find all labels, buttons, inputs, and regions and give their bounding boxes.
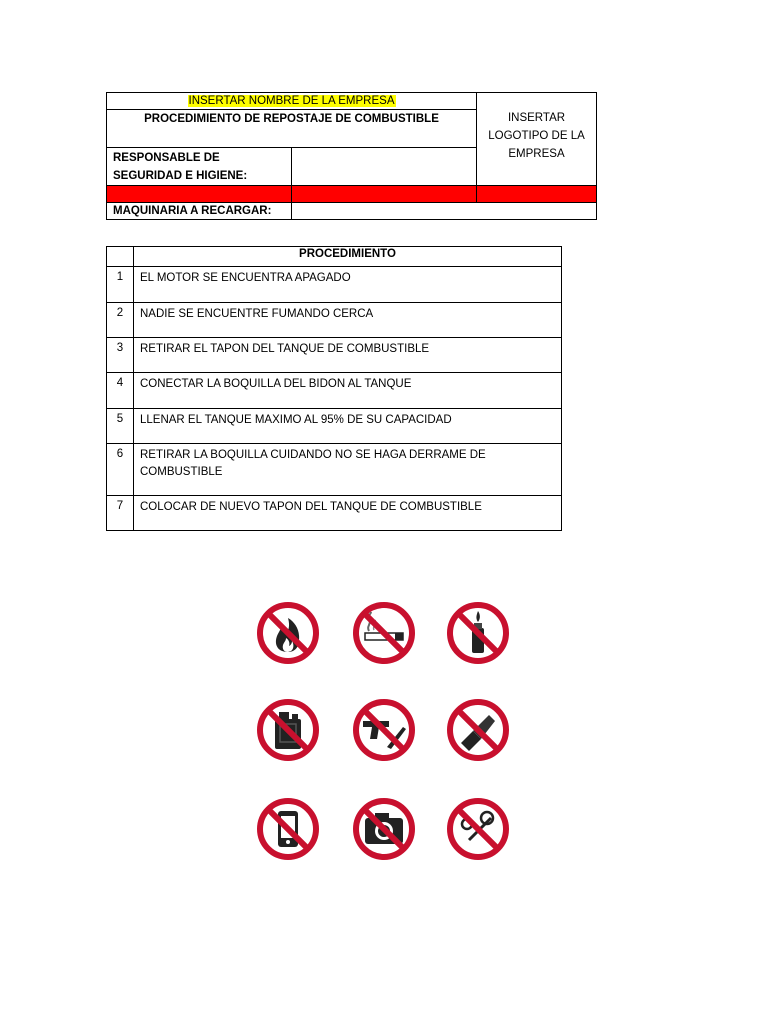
no-jerrycan-icon: [255, 697, 321, 763]
no-smoking-icon: [351, 600, 417, 666]
logo-line: LOGOTIPO DE LA: [488, 130, 585, 142]
header-table: [106, 92, 597, 220]
machinery-value-field[interactable]: [292, 203, 597, 220]
step-number: 4: [107, 373, 134, 409]
step-text: [134, 267, 562, 303]
step-text-line: COMBUSTIBLE: [140, 466, 223, 478]
company-name: INSERTAR NOMBRE DE LA EMPRESA: [188, 95, 395, 107]
procedure-step-row: [107, 496, 562, 531]
step-text-line: COLOCAR DE NUEVO TAPON DEL TANQUE DE COMBUSTIBLE: [140, 501, 482, 513]
no-torch-icon: [445, 697, 511, 763]
step-text: [134, 444, 562, 496]
step-number: 3: [107, 338, 134, 373]
procedure-heading: PROCEDIMIENTO: [134, 247, 562, 267]
red-band-cell: [107, 186, 292, 203]
responsible-label-line: RESPONSABLE DE: [113, 152, 220, 164]
step-number: 6: [107, 444, 134, 496]
step-text-line: LLENAR EL TANQUE MAXIMO AL 95% DE SU CAPACIDAD: [140, 414, 452, 426]
procedure-step-row: [107, 373, 562, 409]
no-camera-icon: [351, 796, 417, 862]
no-lighter-icon: [445, 600, 511, 666]
procedure-step-row: [107, 303, 562, 338]
step-text: [134, 338, 562, 373]
red-band-cell: [477, 186, 597, 203]
logo-placeholder: [477, 93, 597, 186]
no-mobile-phone-icon: [255, 796, 321, 862]
step-text-line: RETIRAR EL TAPON DEL TANQUE DE COMBUSTIBLE: [140, 343, 430, 355]
procedure-step-row: [107, 409, 562, 444]
red-band-cell: [292, 186, 477, 203]
no-electronic-device-icon: [445, 796, 511, 862]
step-text: [134, 496, 562, 531]
step-number: 7: [107, 496, 134, 531]
red-band-row: [107, 186, 597, 203]
procedure-step-row: [107, 338, 562, 373]
machinery-label: MAQUINARIA A RECARGAR:: [107, 203, 292, 220]
responsible-label: [107, 148, 292, 186]
step-text-line: CONECTAR LA BOQUILLA DEL BIDON AL TANQUE: [140, 378, 412, 390]
logo-line: INSERTAR: [507, 112, 566, 124]
step-number: 2: [107, 303, 134, 338]
logo-line: EMPRESA: [508, 148, 565, 160]
procedure-corner-cell: [107, 247, 134, 267]
procedure-step-row: [107, 444, 562, 496]
procedure-table: [106, 246, 562, 531]
company-name-cell: [107, 93, 477, 110]
step-number: 1: [107, 267, 134, 303]
responsible-label-line: SEGURIDAD E HIGIENE:: [113, 170, 248, 182]
step-text: [134, 409, 562, 444]
step-text-line: EL MOTOR SE ENCUENTRA APAGADO: [140, 272, 351, 284]
responsible-value-field[interactable]: [292, 148, 477, 186]
step-text: [134, 303, 562, 338]
prohibition-signs-grid: [255, 600, 520, 860]
no-weapons-icon: [351, 697, 417, 763]
document-title: PROCEDIMIENTO DE REPOSTAJE DE COMBUSTIBLE: [107, 110, 477, 148]
no-fire-icon: [255, 600, 321, 666]
step-text-line: RETIRAR LA BOQUILLA CUIDANDO NO SE HAGA DERRAME DE: [140, 449, 486, 461]
step-number: 5: [107, 409, 134, 444]
procedure-step-row: [107, 267, 562, 303]
step-text-line: NADIE SE ENCUENTRE FUMANDO CERCA: [140, 308, 374, 320]
step-text: [134, 373, 562, 409]
